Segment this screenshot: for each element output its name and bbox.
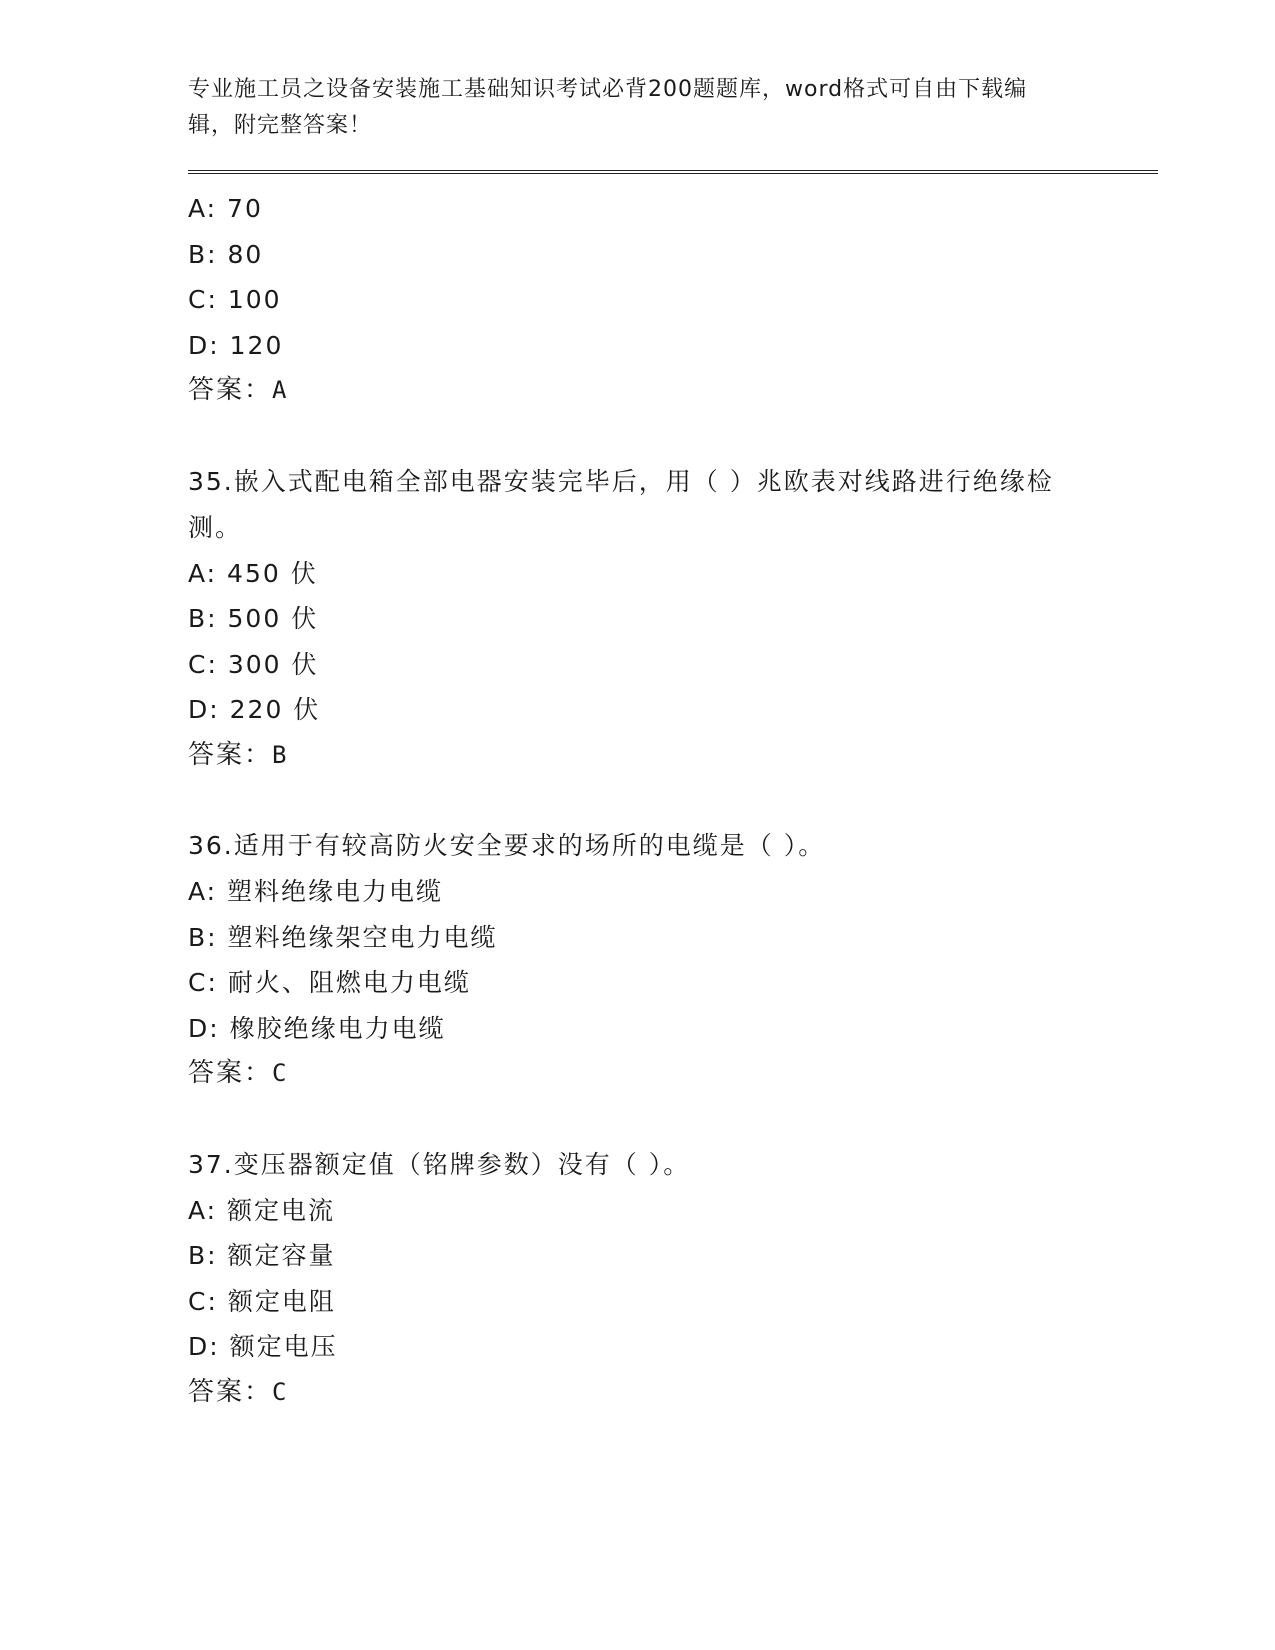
option-text: 100 [227,285,282,314]
answer-value: C [272,1377,289,1406]
option-text: 额定电压 [229,1332,338,1361]
option-key: D: [188,695,220,724]
option-text: 额定电流 [227,1195,336,1225]
option-d [188,1006,1158,1052]
option-text: 塑料绝缘架空电力电缆 [227,922,498,952]
option-c [188,960,1158,1006]
option-text: 120 [229,330,284,360]
option-a [188,869,1158,915]
option-b [188,915,1158,961]
option-key: A: [188,558,218,588]
option-key: D: [188,330,220,360]
option-key: A: [188,194,218,223]
answer-line [188,368,1158,414]
option-c [188,642,1158,688]
option-text: 额定电阻 [227,1286,336,1316]
question-36 [188,823,1158,1097]
option-key: C: [188,968,218,997]
option-key: D: [188,1013,220,1043]
document-title: 专业施工员之设备安装施工基础知识考试必背200题题库，word格式可自由下载编辑，附完整答案！ [188,77,1028,138]
answer-line [188,733,1158,779]
header-double-rule [188,170,1158,174]
option-c [188,1279,1158,1325]
answer-label: 答案： [188,739,273,770]
question-37 [188,1142,1158,1416]
option-a [188,1188,1158,1234]
question-34-continued [188,186,1158,414]
answer-line [188,1051,1158,1097]
option-a [188,551,1158,597]
option-text: 500 伏 [227,604,319,633]
option-key: C: [188,285,218,314]
option-key: C: [188,1286,218,1316]
option-key: B: [188,922,218,952]
document-page [188,72,1158,1415]
option-d [188,687,1158,733]
answer-label: 答案： [188,375,273,405]
answer-line [188,1370,1158,1416]
option-key: C: [188,649,218,679]
option-d [188,1324,1158,1370]
option-text: 300 伏 [227,649,319,679]
question-text: 37.变压器额定值（铭牌参数）没有（ ）。 [188,1149,691,1179]
option-a [188,186,1158,232]
option-key: D: [188,1332,220,1361]
option-text: 70 [227,194,263,223]
option-b [188,232,1158,278]
option-key: B: [188,604,218,633]
option-text: 塑料绝缘电力电缆 [227,877,444,906]
question-35 [188,459,1158,779]
option-d [188,323,1158,369]
question-list [188,186,1158,1415]
answer-value: B [272,740,289,769]
answer-label: 答案： [188,1058,273,1088]
question-text: 36.适用于有较高防火安全要求的场所的电缆是（ ）。 [188,831,826,860]
option-key: B: [188,239,218,269]
option-c [188,277,1158,323]
option-text: 橡胶绝缘电力电缆 [229,1013,446,1043]
option-text: 80 [227,239,264,269]
option-b [188,596,1158,642]
option-key: B: [188,1241,218,1270]
answer-value: C [272,1059,289,1087]
option-text: 耐火、阻燃电力电缆 [227,968,471,997]
question-text: 35.嵌入式配电箱全部电器安装完毕后，用（ ）兆欧表对线路进行绝缘检测。 [188,466,1054,542]
option-b [188,1233,1158,1279]
answer-value: A [272,376,289,404]
option-text: 额定容量 [227,1241,336,1270]
answer-label: 答案： [188,1376,273,1407]
option-text: 220 伏 [229,695,321,724]
option-key: A: [188,877,218,906]
option-key: A: [188,1195,218,1225]
option-text: 450 伏 [227,558,318,588]
